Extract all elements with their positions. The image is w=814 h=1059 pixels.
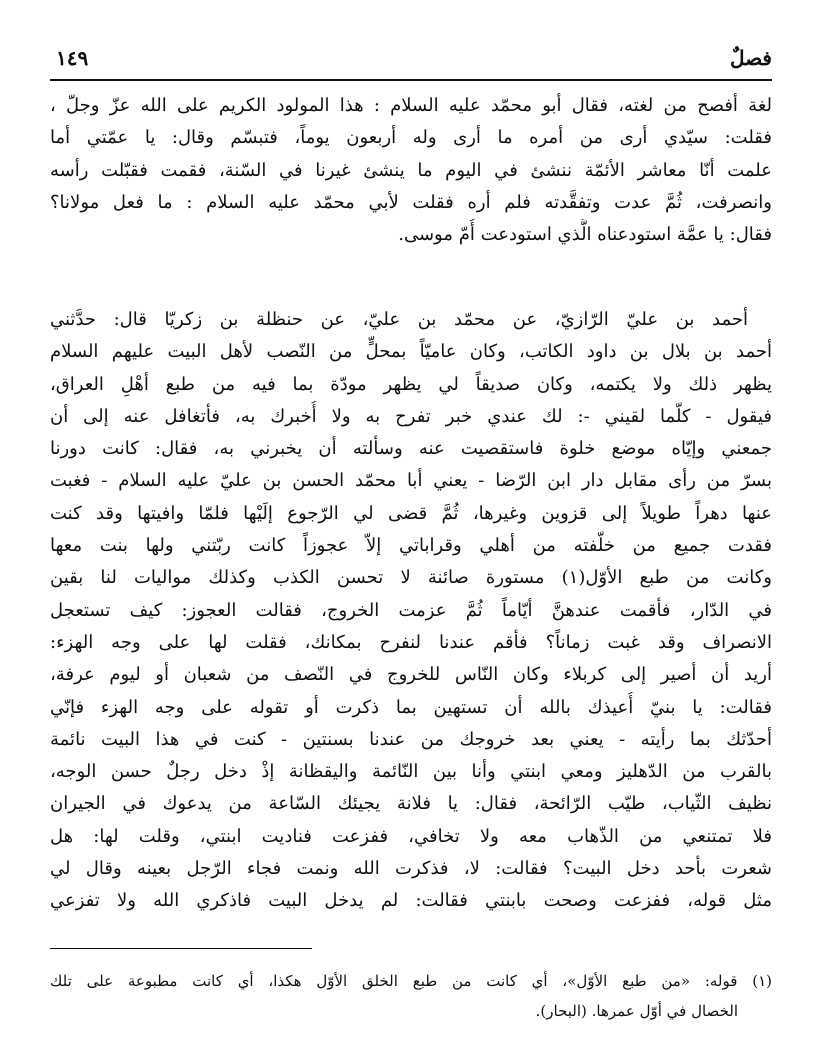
text-line: أحمد بن بلال بن داود الكاتب، وكان عاميّاً بمحلٍّ من النّصب لأهل البيت عليهم السلام xyxy=(50,341,772,363)
text-line: نظيف الثّياب، طيّب الرّائحة، فقال: يا فلانة يجيئك السّاعة من يدعوك في الجيران xyxy=(50,793,772,815)
footnote xyxy=(50,966,772,1026)
text-line: فلا تمتنعي من الذّهاب معه ولا تخافي، ففزعت فناديت ابنتي، وقلت لها: هل xyxy=(50,825,772,847)
text-line: أحمد بن عليّ الرّازيّ، عن محمّد بن عليّ، عن حنظلة بن زكريّا قال: حدَّثني xyxy=(50,309,748,330)
text-line: أحدّثك بما رأيته - يعني بعد خروجك من عندنا بسنتين - كنت في هذا البيت نائمة xyxy=(50,728,772,750)
text-line-with-footnote-ref: وكانت من طبع الأوّل(١) مستورة صائنة لا تحسن الكذب وكذلك مواليات لنا بقين xyxy=(50,567,772,589)
text-line: شعرت بأحد دخل البيت؟ فقالت: لا، فذكرت الله ونمت فجاء الرّجل بعينه وقال لي xyxy=(50,858,772,880)
text-line: في الدّار، فأقمت عندهنَّ أيّاماً ثُمَّ عزمت الخروج، فقالت العجوز: كيف تستعجل xyxy=(50,599,772,621)
text-line: فقالت: يا بنيّ أُعيذك بالله أن تستهين بما ذكرت أو تقوله على وجه الهزء فإنّي xyxy=(50,696,772,718)
text-line: وانصرفت، ثُمَّ عدت وتفقَّدته فلم أره فقلت لأبي محمّد عليه السلام : ما فعل مولانا؟ xyxy=(50,191,772,213)
footnote-divider xyxy=(50,948,312,949)
paragraph-1 xyxy=(50,90,772,251)
paragraph-2 xyxy=(50,304,772,918)
text-line: الانصراف وقد غبت زماناً؟ فأقم عندنا لنفرح بمكانك، فقلت لها على وجه الهزء: xyxy=(50,631,772,653)
text-line: عنها دهراً طويلاً إلى قزوين وغيرها، ثُمَّ قضى لي الرّجوع إلَيْها فلمّا وافيتها وقد كنت xyxy=(50,502,772,524)
footnote-line: (١) قوله: «من طبع الأوّل»، أي كانت من طبع الخلق الأوّل هكذا، أي كانت مطبوعة على تلك xyxy=(50,972,772,990)
text-line: مثل قوله، ففزعت وصحت بابنتي فقالت: لم يدخل البيت فاذكري الله ولا تفزعي xyxy=(50,890,772,912)
header-divider xyxy=(50,79,772,81)
text-line: جمعني وإيّاه موضع خلوة فاستقصيت عنه وسألته أن يخبرني به، فقال: كانت دورنا xyxy=(50,438,772,460)
text-line: فقلت: سيّدي أرى من أمره ما أرى وله أربعون يوماً، فتبسّم وقال: يا عمّتي أما xyxy=(50,127,772,149)
section-title: فصلٌ xyxy=(729,46,772,70)
page-number: ١٤٩ xyxy=(56,46,89,70)
text-line: أريد أن أصير إلى كربلاء وكان النّاس للخروج في النّصف من شعبان أو ليوم عرفة، xyxy=(50,664,772,686)
text-line: يظهر ذلك ولا يكتمه، وكان صديقاً لي يظهر مودّة بما فيه من طبع أهْلِ العراق، xyxy=(50,373,772,395)
text-line: فقدت جميع من خلّفته من أهلي وقراباتي إلاّ عجوزاً كانت ربّتني ولها بنت معها xyxy=(50,535,772,557)
footnote-line: الخصال في أوّل عمرها. (البحار). xyxy=(535,1002,738,1020)
page-header xyxy=(50,46,772,74)
text-line: بسرّ من رأى مقابل دار ابن الرّضا - يعني أبا محمّد الحسن بن عليّ عليه السلام - فغبت xyxy=(50,470,772,492)
text-line: فيقول - كلّما لقيني -: لك عندي خبر تفرح به ولا أُخبرك به، فأتغافل عنه إلى أن xyxy=(50,405,772,427)
text-line: لغة أفصح من لغته، فقال أبو محمّد عليه السلام : هذا المولود الكريم على الله عزّ وجلّ ، xyxy=(50,95,772,116)
text-line: علمت أنّا معاشر الأئمّة ننشئ في اليوم ما ينشئ غيرنا في السّنة، فقمت فقبّلت رأسه xyxy=(50,159,772,181)
text-line: فقال: يا عمَّة استودعناه الَّذي استودعت أُمّ موسى. xyxy=(398,224,772,246)
text-line: بالقرب من الدّهليز ومعي ابنتي وأنا بين النّائمة واليقظانة إذْ دخل رجلٌ حسن الوجه، xyxy=(50,761,772,783)
